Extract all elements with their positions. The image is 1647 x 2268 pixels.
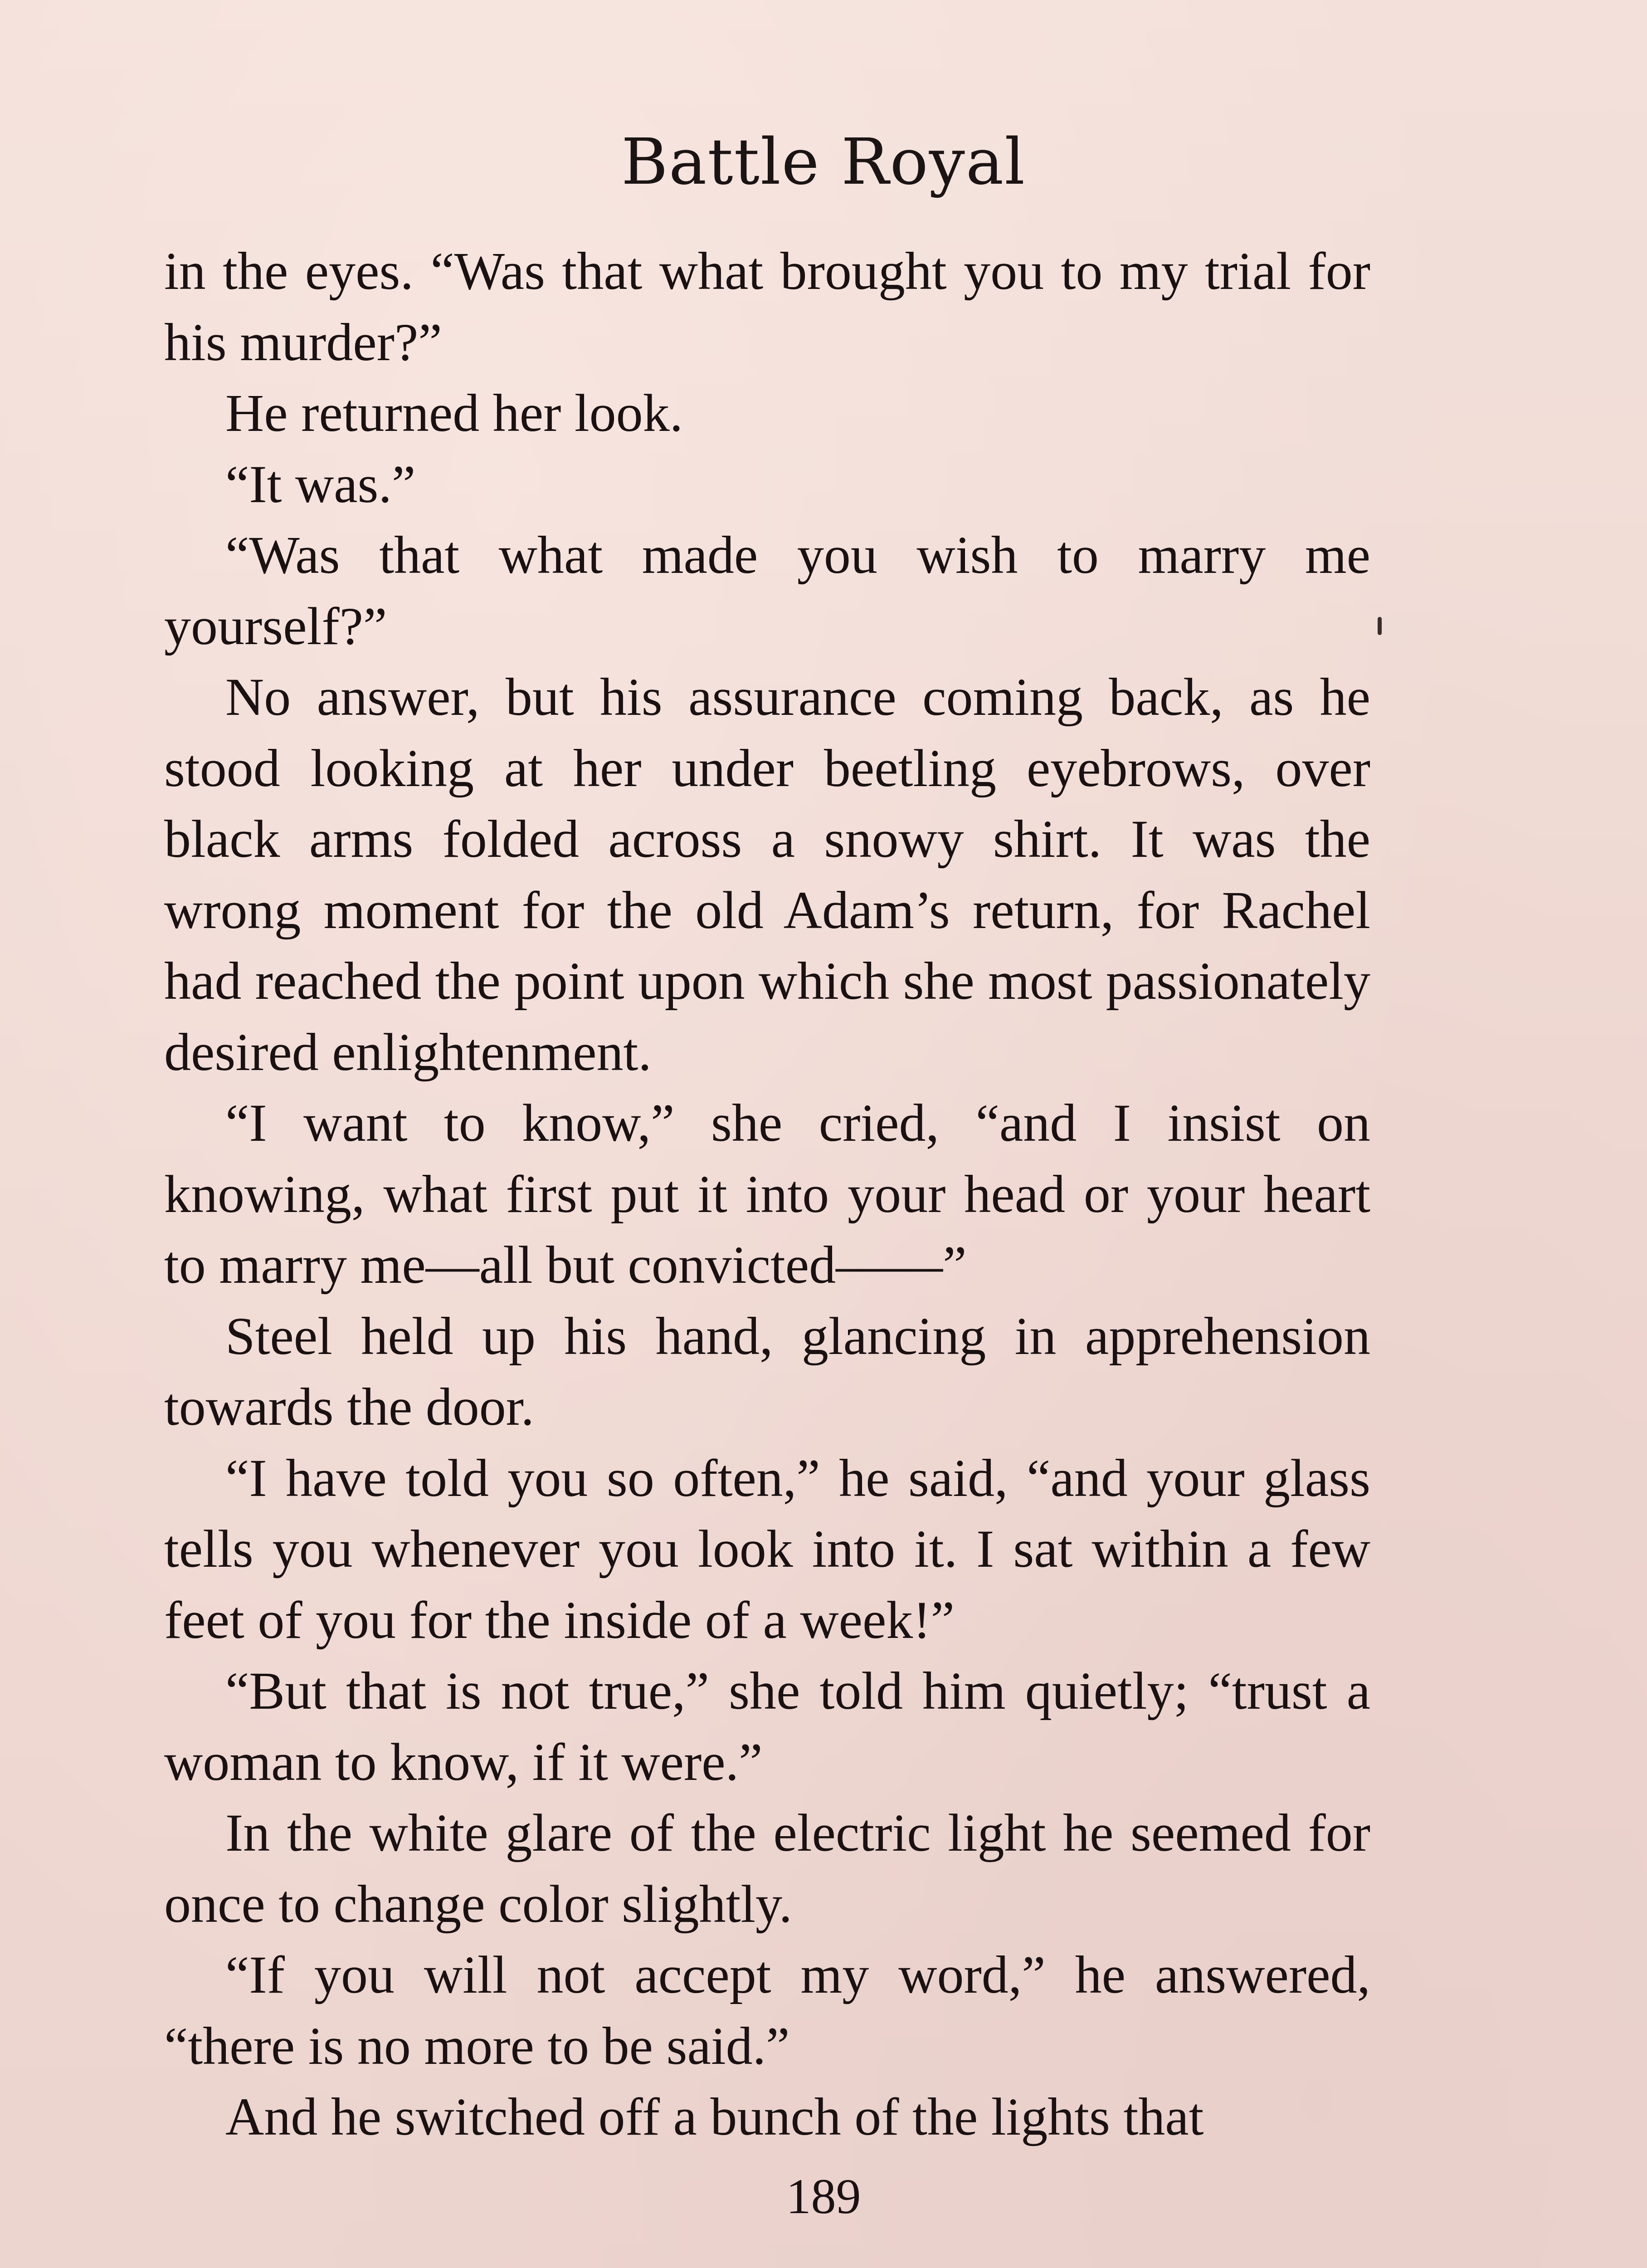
page-number: 189 bbox=[786, 2169, 861, 2224]
paragraph: In the white glare of the electric light he seemed for once to change color slightly. bbox=[164, 1803, 1370, 1934]
paragraph: No answer, but his assurance coming back, as he stood looking at her under beetling eyebrows, over black arms folded across a snowy shirt. It was the wrong moment for the old Adam’s return, for Rachel had reached the point upon which she most passionately desired enlightenment. bbox=[164, 667, 1370, 1082]
body-text bbox=[164, 236, 1370, 2153]
paragraph: “I have told you so often,” he said, “and your glass tells you whenever you look into it. I sat within a few feet of you for the inside of a week!” bbox=[164, 1448, 1370, 1650]
paragraph: “I want to know,” she cried, “and I insist on knowing, what first put it into your head or your heart to marry me—all but convicted——” bbox=[164, 1093, 1370, 1295]
paragraph: And he switched off a bunch of the lights that bbox=[225, 2087, 1204, 2146]
paragraph: “If you will not accept my word,” he answered, “there is no more to be said.” bbox=[164, 1945, 1370, 2076]
paragraph: “It was.” bbox=[225, 454, 416, 514]
paragraph: “Was that what made you wish to marry me yourself?” bbox=[164, 525, 1370, 656]
paragraph: “But that is not true,” she told him quietly; “trust a woman to know, if it were.” bbox=[164, 1661, 1370, 1792]
running-head: Battle Royal bbox=[621, 125, 1026, 199]
paragraph: in the eyes. “Was that what brought you to my trial for his murder?” bbox=[164, 241, 1370, 372]
ink-speck bbox=[1378, 617, 1382, 635]
paragraph: Steel held up his hand, glancing in apprehension towards the door. bbox=[164, 1306, 1370, 1437]
paragraph: He returned her look. bbox=[225, 383, 683, 443]
